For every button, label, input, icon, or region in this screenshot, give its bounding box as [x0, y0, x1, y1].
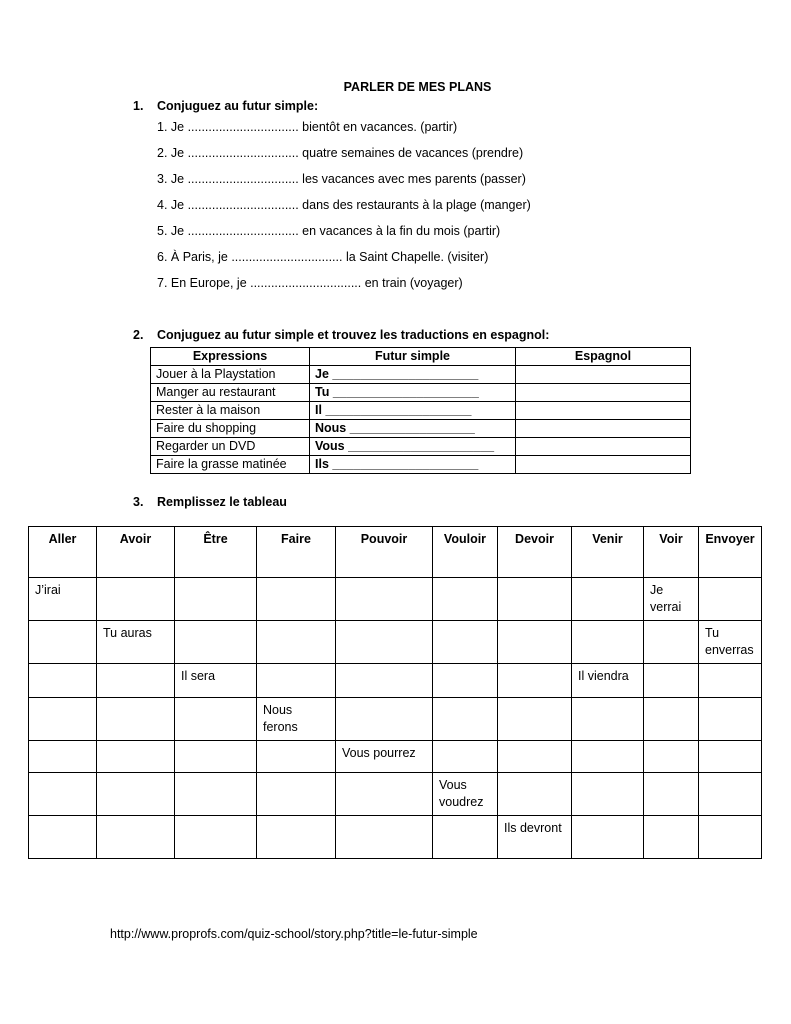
futur-cell[interactable] [310, 456, 516, 474]
empty-answer-cell[interactable] [97, 741, 175, 773]
empty-answer-cell[interactable] [97, 664, 175, 698]
futur-cell[interactable] [310, 420, 516, 438]
empty-answer-cell[interactable] [336, 773, 433, 816]
table-row [29, 578, 762, 621]
expression-cell: Jouer à la Playstation [151, 366, 310, 384]
empty-answer-cell[interactable] [336, 621, 433, 664]
empty-answer-cell[interactable] [175, 578, 257, 621]
verb-header: Envoyer [699, 527, 762, 578]
answer-blank: _____________________ [332, 457, 479, 471]
empty-answer-cell[interactable] [644, 698, 699, 741]
empty-answer-cell[interactable] [336, 816, 433, 859]
empty-answer-cell[interactable] [644, 664, 699, 698]
table-row [29, 698, 762, 741]
empty-answer-cell[interactable] [572, 698, 644, 741]
conjugation-cell: Ils devront [498, 816, 572, 859]
empty-answer-cell[interactable] [257, 816, 336, 859]
empty-answer-cell[interactable] [644, 741, 699, 773]
verb-header: Devoir [498, 527, 572, 578]
empty-answer-cell[interactable] [498, 621, 572, 664]
empty-answer-cell[interactable] [644, 621, 699, 664]
section-2-number: 2. [133, 328, 144, 342]
section-2-heading [133, 328, 549, 342]
empty-answer-cell[interactable] [29, 816, 97, 859]
expression-cell: Faire la grasse matinée [151, 456, 310, 474]
espagnol-cell[interactable] [516, 384, 691, 402]
empty-answer-cell[interactable] [699, 816, 762, 859]
empty-answer-cell[interactable] [257, 773, 336, 816]
expression-cell: Faire du shopping [151, 420, 310, 438]
table-row [29, 741, 762, 773]
espagnol-cell[interactable] [516, 420, 691, 438]
empty-answer-cell[interactable] [699, 741, 762, 773]
expression-cell: Rester à la maison [151, 402, 310, 420]
empty-answer-cell[interactable] [336, 578, 433, 621]
conjugation-cell: Il viendra [572, 664, 644, 698]
table-row [29, 621, 762, 664]
verb-header: Être [175, 527, 257, 578]
empty-answer-cell[interactable] [498, 698, 572, 741]
empty-answer-cell[interactable] [699, 664, 762, 698]
conjugation-cell: Nous ferons [257, 698, 336, 741]
empty-answer-cell[interactable] [29, 664, 97, 698]
empty-answer-cell[interactable] [498, 664, 572, 698]
empty-answer-cell[interactable] [97, 816, 175, 859]
empty-answer-cell[interactable] [572, 816, 644, 859]
empty-answer-cell[interactable] [97, 773, 175, 816]
section-3-heading [133, 495, 287, 509]
table-row [151, 438, 691, 456]
espagnol-cell[interactable] [516, 456, 691, 474]
section-1-title: Conjuguez au futur simple: [157, 99, 319, 113]
exercise-sentence: 6. À Paris, je ................................ la Saint Chapelle. (visiter) [157, 250, 489, 264]
section-3-number: 3. [133, 495, 144, 509]
empty-answer-cell[interactable] [175, 741, 257, 773]
section-1-number: 1. [133, 99, 144, 113]
verb-header: Venir [572, 527, 644, 578]
empty-answer-cell[interactable] [175, 773, 257, 816]
conjugation-cell: Tu enverras [699, 621, 762, 664]
empty-answer-cell[interactable] [699, 773, 762, 816]
empty-answer-cell[interactable] [644, 816, 699, 859]
empty-answer-cell[interactable] [433, 578, 498, 621]
empty-answer-cell[interactable] [433, 698, 498, 741]
empty-answer-cell[interactable] [572, 578, 644, 621]
empty-answer-cell[interactable] [433, 664, 498, 698]
futur-cell[interactable] [310, 402, 516, 420]
pronoun: Nous [315, 421, 347, 435]
empty-answer-cell[interactable] [699, 578, 762, 621]
pronoun: Il [315, 403, 322, 417]
empty-answer-cell[interactable] [29, 698, 97, 741]
espagnol-cell[interactable] [516, 438, 691, 456]
futur-cell[interactable] [310, 366, 516, 384]
empty-answer-cell[interactable] [257, 741, 336, 773]
conjugation-cell: J’irai [29, 578, 97, 621]
column-header: Espagnol [516, 348, 691, 366]
answer-blank: __________________ [349, 421, 475, 435]
empty-answer-cell[interactable] [257, 578, 336, 621]
empty-answer-cell[interactable] [572, 741, 644, 773]
empty-answer-cell[interactable] [175, 621, 257, 664]
empty-answer-cell[interactable] [572, 773, 644, 816]
empty-answer-cell[interactable] [336, 698, 433, 741]
page-title: PARLER DE MES PLANS [343, 80, 492, 94]
empty-answer-cell[interactable] [433, 741, 498, 773]
table-row [151, 402, 691, 420]
section-1-heading [133, 99, 318, 113]
empty-answer-cell[interactable] [498, 578, 572, 621]
expression-cell: Regarder un DVD [151, 438, 310, 456]
verb-header: Pouvoir [336, 527, 433, 578]
source-url: http://www.proprofs.com/quiz-school/story.php?title=le-futur-simple [110, 927, 478, 941]
verb-conjugation-table [28, 526, 762, 859]
espagnol-cell[interactable] [516, 402, 691, 420]
pronoun: Je [315, 367, 329, 381]
empty-answer-cell[interactable] [433, 816, 498, 859]
empty-answer-cell[interactable] [644, 773, 699, 816]
espagnol-cell[interactable] [516, 366, 691, 384]
verb-header: Aller [29, 527, 97, 578]
exercise-sentence: 4. Je ................................ dans des restaurants à la plage (manger) [157, 198, 531, 212]
empty-answer-cell[interactable] [175, 698, 257, 741]
answer-blank: _____________________ [332, 385, 479, 399]
conjugation-cell: Tu auras [97, 621, 175, 664]
empty-answer-cell[interactable] [572, 621, 644, 664]
futur-cell[interactable] [310, 384, 516, 402]
empty-answer-cell[interactable] [433, 621, 498, 664]
empty-answer-cell[interactable] [257, 621, 336, 664]
empty-answer-cell[interactable] [498, 773, 572, 816]
empty-answer-cell[interactable] [257, 664, 336, 698]
table-header-row [151, 348, 691, 366]
table-row [151, 456, 691, 474]
table-row [29, 773, 762, 816]
verb-header: Vouloir [433, 527, 498, 578]
conjugation-cell: Vous pourrez [336, 741, 433, 773]
answer-blank: _____________________ [348, 439, 495, 453]
empty-answer-cell[interactable] [29, 773, 97, 816]
column-header: Expressions [151, 348, 310, 366]
table-row [151, 384, 691, 402]
exercise-sentence: 7. En Europe, je ................................ en train (voyager) [157, 276, 463, 290]
empty-answer-cell[interactable] [336, 664, 433, 698]
table-row [29, 664, 762, 698]
table-row [29, 816, 762, 859]
table-header-row [29, 527, 762, 578]
section-2-title: Conjuguez au futur simple et trouvez les traductions en espagnol: [157, 328, 550, 342]
empty-answer-cell[interactable] [699, 698, 762, 741]
pronoun: Vous [315, 439, 345, 453]
table-row [151, 420, 691, 438]
verb-header: Voir [644, 527, 699, 578]
exercise-sentence: 3. Je ................................ les vacances avec mes parents (passer) [157, 172, 526, 186]
conjugation-cell: Vous voudrez [433, 773, 498, 816]
translation-table [150, 347, 691, 474]
exercise-sentence: 5. Je ................................ en vacances à la fin du mois (partir) [157, 224, 501, 238]
conjugation-cell: Il sera [175, 664, 257, 698]
expression-cell: Manger au restaurant [151, 384, 310, 402]
futur-cell[interactable] [310, 438, 516, 456]
exercise-sentence: 2. Je ................................ quatre semaines de vacances (prendre) [157, 146, 524, 160]
pronoun: Ils [315, 457, 329, 471]
exercise-sentence: 1. Je ................................ bientôt en vacances. (partir) [157, 120, 458, 134]
empty-answer-cell[interactable] [175, 816, 257, 859]
answer-blank: _____________________ [325, 403, 472, 417]
verb-header: Avoir [97, 527, 175, 578]
conjugation-cell: Je verrai [644, 578, 699, 621]
empty-answer-cell[interactable] [29, 621, 97, 664]
empty-answer-cell[interactable] [97, 578, 175, 621]
empty-answer-cell[interactable] [29, 741, 97, 773]
section-3-title: Remplissez le tableau [157, 495, 287, 509]
table-row [151, 366, 691, 384]
empty-answer-cell[interactable] [97, 698, 175, 741]
verb-header: Faire [257, 527, 336, 578]
answer-blank: _____________________ [332, 367, 479, 381]
empty-answer-cell[interactable] [498, 741, 572, 773]
pronoun: Tu [315, 385, 330, 399]
column-header: Futur simple [310, 348, 516, 366]
